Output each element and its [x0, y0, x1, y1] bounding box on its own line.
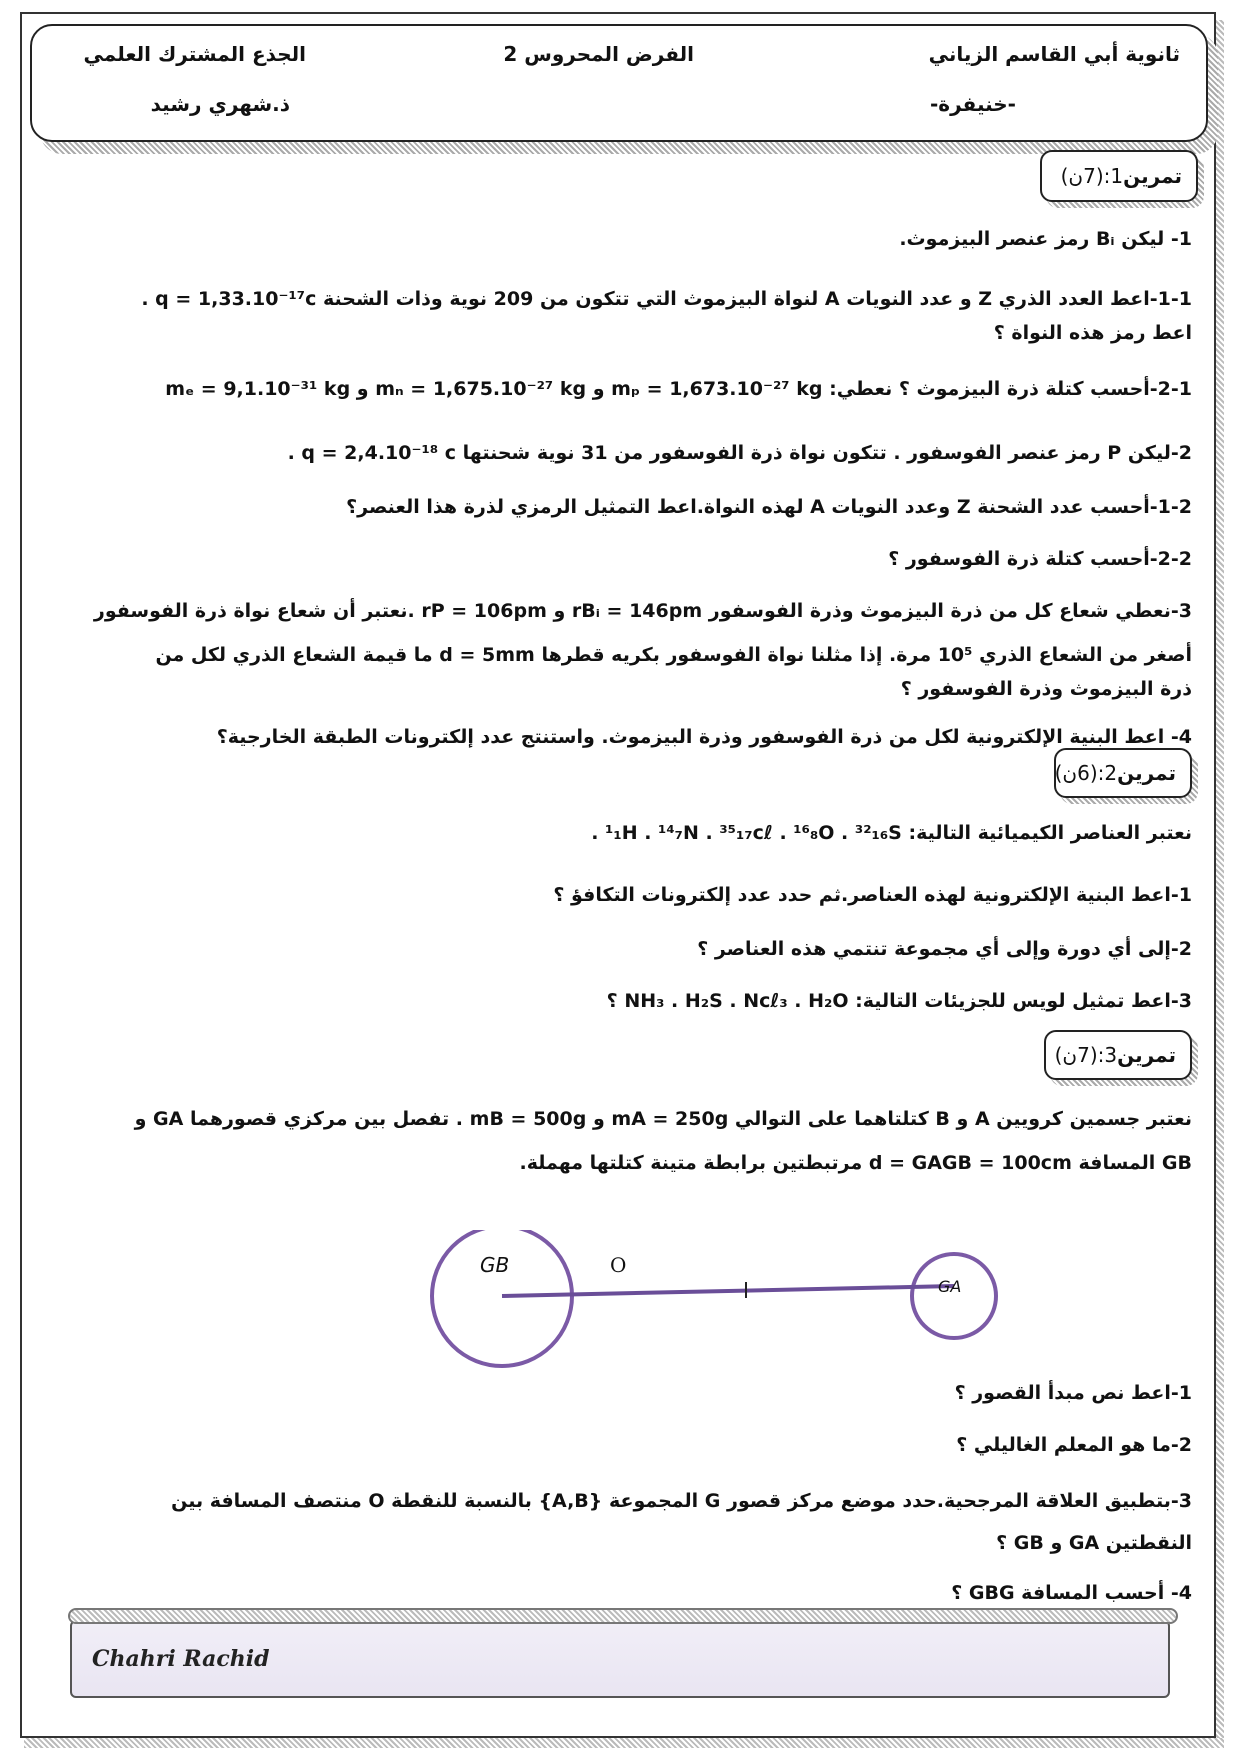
exercise-3-title — [1044, 1030, 1192, 1080]
ex1-line-9: أصغر من الشعاع الذري 10⁵ مرة. إذا مثلنا نواة الفوسفور بكريه قطرها d = 5mm ما قيمة الشعاع الذري لكل من — [155, 644, 1192, 666]
exercise-1-points: 1:(7ن) — [1060, 164, 1124, 188]
label-o: O — [610, 1253, 627, 1277]
ex1-line-11: 4- اعط البنية الإلكترونية لكل من ذرة الفوسفور وذرة البيزموث. واستنتج عدد إلكترونات الطبقة الخارجية؟ — [216, 726, 1192, 748]
ex3-line-1: نعتبر جسمين كرويين A و B كتلتاهما على التوالي mA = 250g و mB = 500g . تفصل بين مركزي قصورهما GA و — [134, 1108, 1192, 1130]
ex2-line-3: 2-إلى أي دورة وإلى أي مجموعة تنتمي هذه العناصر ؟ — [697, 938, 1192, 960]
label-gb: GB — [480, 1253, 510, 1277]
ex1-line-1: 1- ليكن Bᵢ رمز عنصر البيزموث. — [899, 228, 1192, 250]
exercise-3-points: 3:(7ن) — [1054, 1043, 1118, 1067]
level-name: الجذع المشترك العلمي — [83, 42, 306, 66]
ex2-line-2: 1-اعط البنية الإلكترونية لهذه العناصر.ثم حدد عدد إلكترونات التكافؤ ؟ — [553, 884, 1192, 906]
ex2-line-4: 3-اعط تمثيل لويس للجزيئات التالية: NH₃ . H₂S . Ncℓ₃ . H₂O ؟ — [606, 990, 1192, 1012]
label-ga: GA — [938, 1277, 962, 1296]
sphere-a — [912, 1254, 996, 1338]
ex3-question-1: 1-اعط نص مبدأ القصور ؟ — [954, 1382, 1192, 1404]
ex2-line-1: نعتبر العناصر الكيميائية التالية: ¹₁H . ¹⁴₇N . ³⁵₁₇cℓ . ¹⁶₈O . ³²₁₆S . — [591, 822, 1192, 844]
ex3-question-2: 2-ما هو المعلم الغاليلي ؟ — [956, 1434, 1192, 1456]
ex1-line-8: 3-نعطي شعاع كل من ذرة البيزموث وذرة الفوسفور rBᵢ = 146pm و rP = 106pm .نعتبر أن شعاع نواة ذرة الفوسفور — [93, 600, 1192, 622]
teacher-name: ذ.شهري رشيد — [150, 92, 290, 116]
ex3-question-4: 4- أحسب المسافة GBG ؟ — [951, 1582, 1192, 1604]
school-name: ثانوية أبي القاسم الزياني — [928, 42, 1180, 66]
ex1-line-4: 2-1-أحسب كتلة ذرة البيزموث ؟ نعطي: mₚ = 1,673.10⁻²⁷ kg و mₙ = 1,675.10⁻²⁷ kg و mₑ = 9,1.10⁻³¹ kg — [165, 378, 1192, 400]
sphere-b — [432, 1230, 572, 1366]
two-spheres-figure — [430, 1230, 1010, 1400]
city-name: -خنيفرة- — [930, 92, 1016, 116]
ex1-line-5: 2-ليكن P رمز عنصر الفوسفور . تتكون نواة ذرة الفوسفور من 31 نوية شحنتها q = 2,4.10⁻¹⁸ c . — [287, 442, 1192, 464]
footer-scroll-top — [68, 1608, 1178, 1624]
ex3-line-2: GB المسافة d = GAGB = 100cm مرتبطتين برابطة متينة كتلتها مهملة. — [519, 1152, 1192, 1174]
ex1-line-2: 1-1-اعط العدد الذري Z و عدد النويات A لنواة البيزموث التي تتكون من 209 نوية وذات الشحنة q = 1,33.10⁻¹⁷c . — [141, 288, 1192, 310]
exercise-2-points: 2:(6ن) — [1054, 761, 1118, 785]
ex3-question-3-cont: النقطتين GA و GB ؟ — [996, 1532, 1192, 1554]
ex1-line-7: 2-2-أحسب كتلة ذرة الفوسفور ؟ — [888, 548, 1192, 570]
ex1-line-6: 1-2-أحسب عدد الشحنة Z وعدد النويات A لهذه النواة.اعط التمثيل الرمزي لذرة هذا العنصر؟ — [346, 496, 1192, 518]
ex1-line-3: اعط رمز هذه النواة ؟ — [993, 322, 1192, 344]
page-frame — [20, 12, 1216, 1738]
header-box — [30, 24, 1208, 142]
author-signature: Chahri Rachid — [92, 1646, 270, 1672]
exercise-1-title — [1040, 150, 1198, 202]
ex1-line-10: ذرة البيزموث وذرة الفوسفور ؟ — [900, 678, 1192, 700]
exercise-2-word: تمرين — [1117, 761, 1176, 785]
exercise-1-word: تمرين — [1123, 164, 1182, 188]
exam-title: الفرض المحروس 2 — [503, 42, 694, 66]
ex3-question-3: 3-بتطبيق العلاقة المرجحية.حدد موضع مركز قصور G المجموعة {A,B} بالنسبة للنقطة O منتصف المسافة بين — [171, 1490, 1192, 1512]
exercise-3-word: تمرين — [1117, 1043, 1176, 1067]
exercise-2-title — [1054, 748, 1192, 798]
